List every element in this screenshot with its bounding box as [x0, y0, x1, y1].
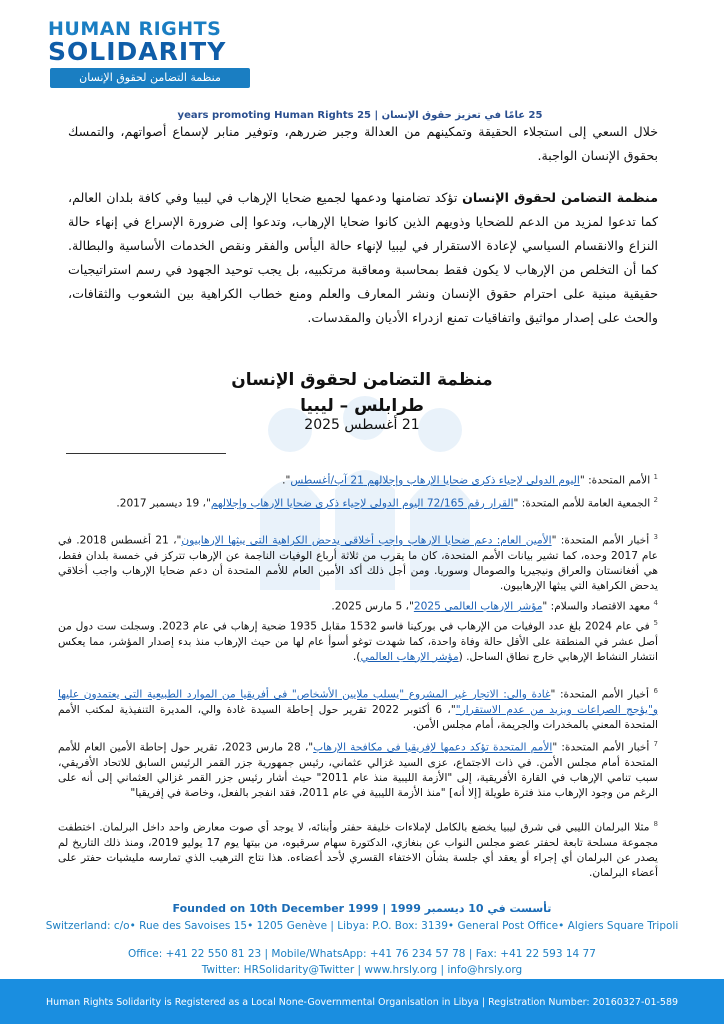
- footnote-2: [58, 493, 658, 512]
- footnote-text: "، 5 مارس 2025.: [331, 600, 414, 613]
- footnote-number: 6: [653, 687, 658, 695]
- footnote-divider: [66, 453, 226, 454]
- footnote-7: [58, 737, 658, 801]
- footnote-4-link[interactable]: مؤشر الإرهاب العالمي 2025: [413, 600, 543, 613]
- footnote-7-link[interactable]: الأمم المتحدة تؤكد دعمها لإفريقيا في مكافحة الإرهاب: [313, 741, 553, 754]
- footnote-text: ".: [282, 474, 291, 487]
- footnote-6: [58, 684, 658, 733]
- footnote-text: ).: [352, 650, 361, 663]
- tagline: 25 عامًا في تعزيز حقوق الإنسان | 25 years promoting Human Rights: [177, 110, 543, 121]
- footer-contact-links[interactable]: Twitter: HRSolidarity@Twitter | www.hrsly.org | info@hrsly.org: [201, 964, 523, 976]
- footnote-number: 2: [653, 496, 658, 504]
- footer-founded: Founded on 10th December 1999 | تأسست في 10 ديسمبر 1999: [172, 902, 552, 915]
- footnote-text: الجمعية العامة للأمم المتحدة: ": [513, 497, 654, 510]
- footnote-text: مثلا البرلمان الليبي في شرق ليبيا يخضع بالكامل لإملاءات خليفة حفتر وأبنائه، لا يوجد أي صوت معارض واحد داخل البرلمان. اختطفت مجموعة مسلحة تابعة لحفتر عضو مجلس النواب عن بنغازي، الدكتورة سهام سرقيوه، من بيتها يوم 17 يوليو 2019، ومنذ ذلك التاريخ لم يصدر عن البرلمان أي إجراء أو يعقد أي جلسة بشأن الاختفاء القسري لأحد أعضاءه. هذا نتاج الترهيب الذي تمارسه مليشيات حفتر على أعضاء البرلمان.: [58, 821, 658, 879]
- footnote-3: [58, 530, 658, 594]
- footnote-number: 3: [653, 533, 658, 541]
- footer-phone: Office: +41 22 550 81 23 | Mobile/WhatsApp: +41 76 234 57 78 | Fax: +41 22 593 14 77: [128, 948, 596, 960]
- footnote-number: 5: [653, 619, 658, 627]
- body-paragraph-1: خلال السعي إلى استجلاء الحقيقة وتمكينهم من العدالة وجبر ضررهم، وتوفير منابر لإسماع أصواتهم، والتمسك بحقوق الإنسان الواجبة.: [68, 124, 658, 163]
- footer-address: Switzerland: c/o• Rue des Savoises 15• 1205 Genève | Libya: P.O. Box: 3139• General Post Office• Algiers Square Tripoli: [45, 920, 679, 932]
- footnote-1-link[interactable]: اليوم الدولي لإحياء ذكرى ضحايا الإرهاب وإجلالهم 21 آب/أغسطس: [290, 474, 580, 487]
- signature-city: طرابلس – ليبيا: [300, 396, 424, 416]
- footnote-4: [58, 596, 658, 615]
- footnote-number: 1: [653, 473, 658, 481]
- signature-date: 21 أغسطس 2025: [304, 417, 420, 433]
- logo-line-2: SOLIDARITY: [48, 37, 227, 66]
- footer-band: [0, 979, 724, 1024]
- footnote-text: أخبار الأمم المتحدة: ": [551, 534, 654, 547]
- body-paragraph-2-text: تؤكد تضامنها ودعمها لجميع ضحايا الإرهاب في ليبيا وفي كافة بلدان العالم، كما تدعوا لمزيد من الدعم للضحايا وذويهم الذين كانوا ضحايا الإرهاب، وتدعوا إلى ضرورة الإسراع في إنهاء حالة النزاع والانقسام السياسي لإعادة الاستقرار في ليبيا لإنهاء حالة اليأس والفقر ونقص الخدمات الأساسية والبطالة. كما أن التخلص من الإرهاب لا يكون فقط بمحاسبة ومعاقبة مرتكبيه، بل يجب توحيد الجهود في رسم استراتيجيات حقيقية مبنية على احترام حقوق الإنسان ونشر المعارف والعلم ومنع خطاب الكراهية بين الشعوب والثقافات، والحث على إصدار مواثيق واتفاقيات تمنع ازدراء الأديان والمقدسات.: [68, 190, 658, 325]
- footnote-text: في عام 2024 بلغ عدد الوفيات من الإرهاب في بوركينا فاسو 1532 مقابل 1935 ضحية إرهاب في عام 2023. وسجلت ست دول من أصل عشر في المنطقة على الأقل حالة وفاة واحدة، كما شهدت توغو أسوأ عام لها من حيث الإرهاب منذ بدء إصدار المؤشر، مما يعكس انتشار النشاط الإرهابي خارج نطاق الساحل. (: [58, 620, 658, 663]
- footnote-text: أخبار الأمم المتحدة: ": [552, 741, 654, 754]
- signature-org: منظمة التضامن لحقوق الإنسان: [231, 370, 493, 390]
- footnote-3-link[interactable]: الأمين العام: دعم ضحايا الإرهاب واجب أخلاقي يدحض الكراهية التي يبثها الإرهابيون: [181, 534, 552, 547]
- footnote-text: "، 19 ديسمبر 2017.: [116, 497, 211, 510]
- footnote-text: أخبار الأمم المتحدة: ": [550, 688, 654, 701]
- org-name-strong: منظمة التضامن لحقوق الإنسان: [462, 190, 658, 205]
- body-paragraph-2: [68, 186, 658, 330]
- footnote-text: معهد الاقتصاد والسلام: ": [542, 600, 654, 613]
- footnote-number: 7: [653, 740, 658, 748]
- footnote-number: 8: [653, 820, 658, 828]
- header: [0, 0, 724, 100]
- footnote-text: "، 6 أكتوبر 2022 تقرير حول إحاطة السيدة غادة والي، المديرة التنفيذية لمكتب الأمم المتحدة المعني بالمخدرات والجريمة، أمام مجلس الأمن.: [58, 703, 658, 731]
- footnote-8: [58, 817, 658, 881]
- logo-line-1: HUMAN RIGHTS: [48, 18, 222, 40]
- footnote-5-link[interactable]: مؤشر الإرهاب العالمي: [360, 650, 459, 663]
- footnote-text: الأمم المتحدة: ": [579, 474, 654, 487]
- logo-arabic: منظمة التضامن لحقوق الإنسان: [50, 68, 250, 88]
- footnote-number: 4: [653, 599, 658, 607]
- footnote-text: "، 28 مارس 2023، تقرير حول إحاطة الأمين العام للأمم المتحدة أمام مجلس الأمن. في ذات الاجتماع، عزى السيد غزالي عثماني، رئيس جمهورية جزر القمر الرئيس السابق للاتحاد الأفريقي، سبب تنامي الإرهاب في القارة الأفريقية، إلى "الأزمة الليبية منذ عام 2011" حيث أشار رئيس جزر القمر غزالي العثماني إلى أنه على الرغم من وجود الإرهاب منذ فترة طويلة [إلا أنه] "منذ الأزمة الليبية في عام 2011، فقد انفجر بالفعل، وخاصة في إفريقيا": [58, 741, 658, 799]
- logo: [48, 18, 258, 92]
- footnote-2-link[interactable]: القرار رقم 72/165 اليوم الدولي لإحياء ذكرى ضحايا الإرهاب وإجلالهم: [210, 497, 514, 510]
- footnote-1: [58, 470, 658, 489]
- footnote-6-link[interactable]: غادة والي: الاتجار غير المشروع "يسلب ملايين الأشخاص" في أفريقيا من الموارد الطبيعية التي يعتمدون عليها و"يؤجج الصراعات ويزيد من عدم الاستقرار": [58, 688, 658, 716]
- footnote-5: [58, 616, 658, 665]
- registration-notice: Human Rights Solidarity is Registered as a Local None-Governmental Organisation in Libya | Registration Number: 20160327-01-589: [45, 997, 679, 1008]
- footnote-text: "، 21 أغسطس 2018. في عام 2017 وحده، كما تشير بيانات الأمم المتحدة، كان ما يقرب من ثلاثة أرباع الوفيات الناجمة عن الإرهاب تتركز في خمسة بلدان فقط، هي أفغانستان والعراق ونيجيريا والصومال وسوريا. ومن أجل ذلك أكد الأمين العام للأمم المتحدة أن دعم ضحايا الإرهاب واجب أخلاقي يدحض الكراهية التي يبثها الإرهابيون.: [58, 534, 658, 592]
